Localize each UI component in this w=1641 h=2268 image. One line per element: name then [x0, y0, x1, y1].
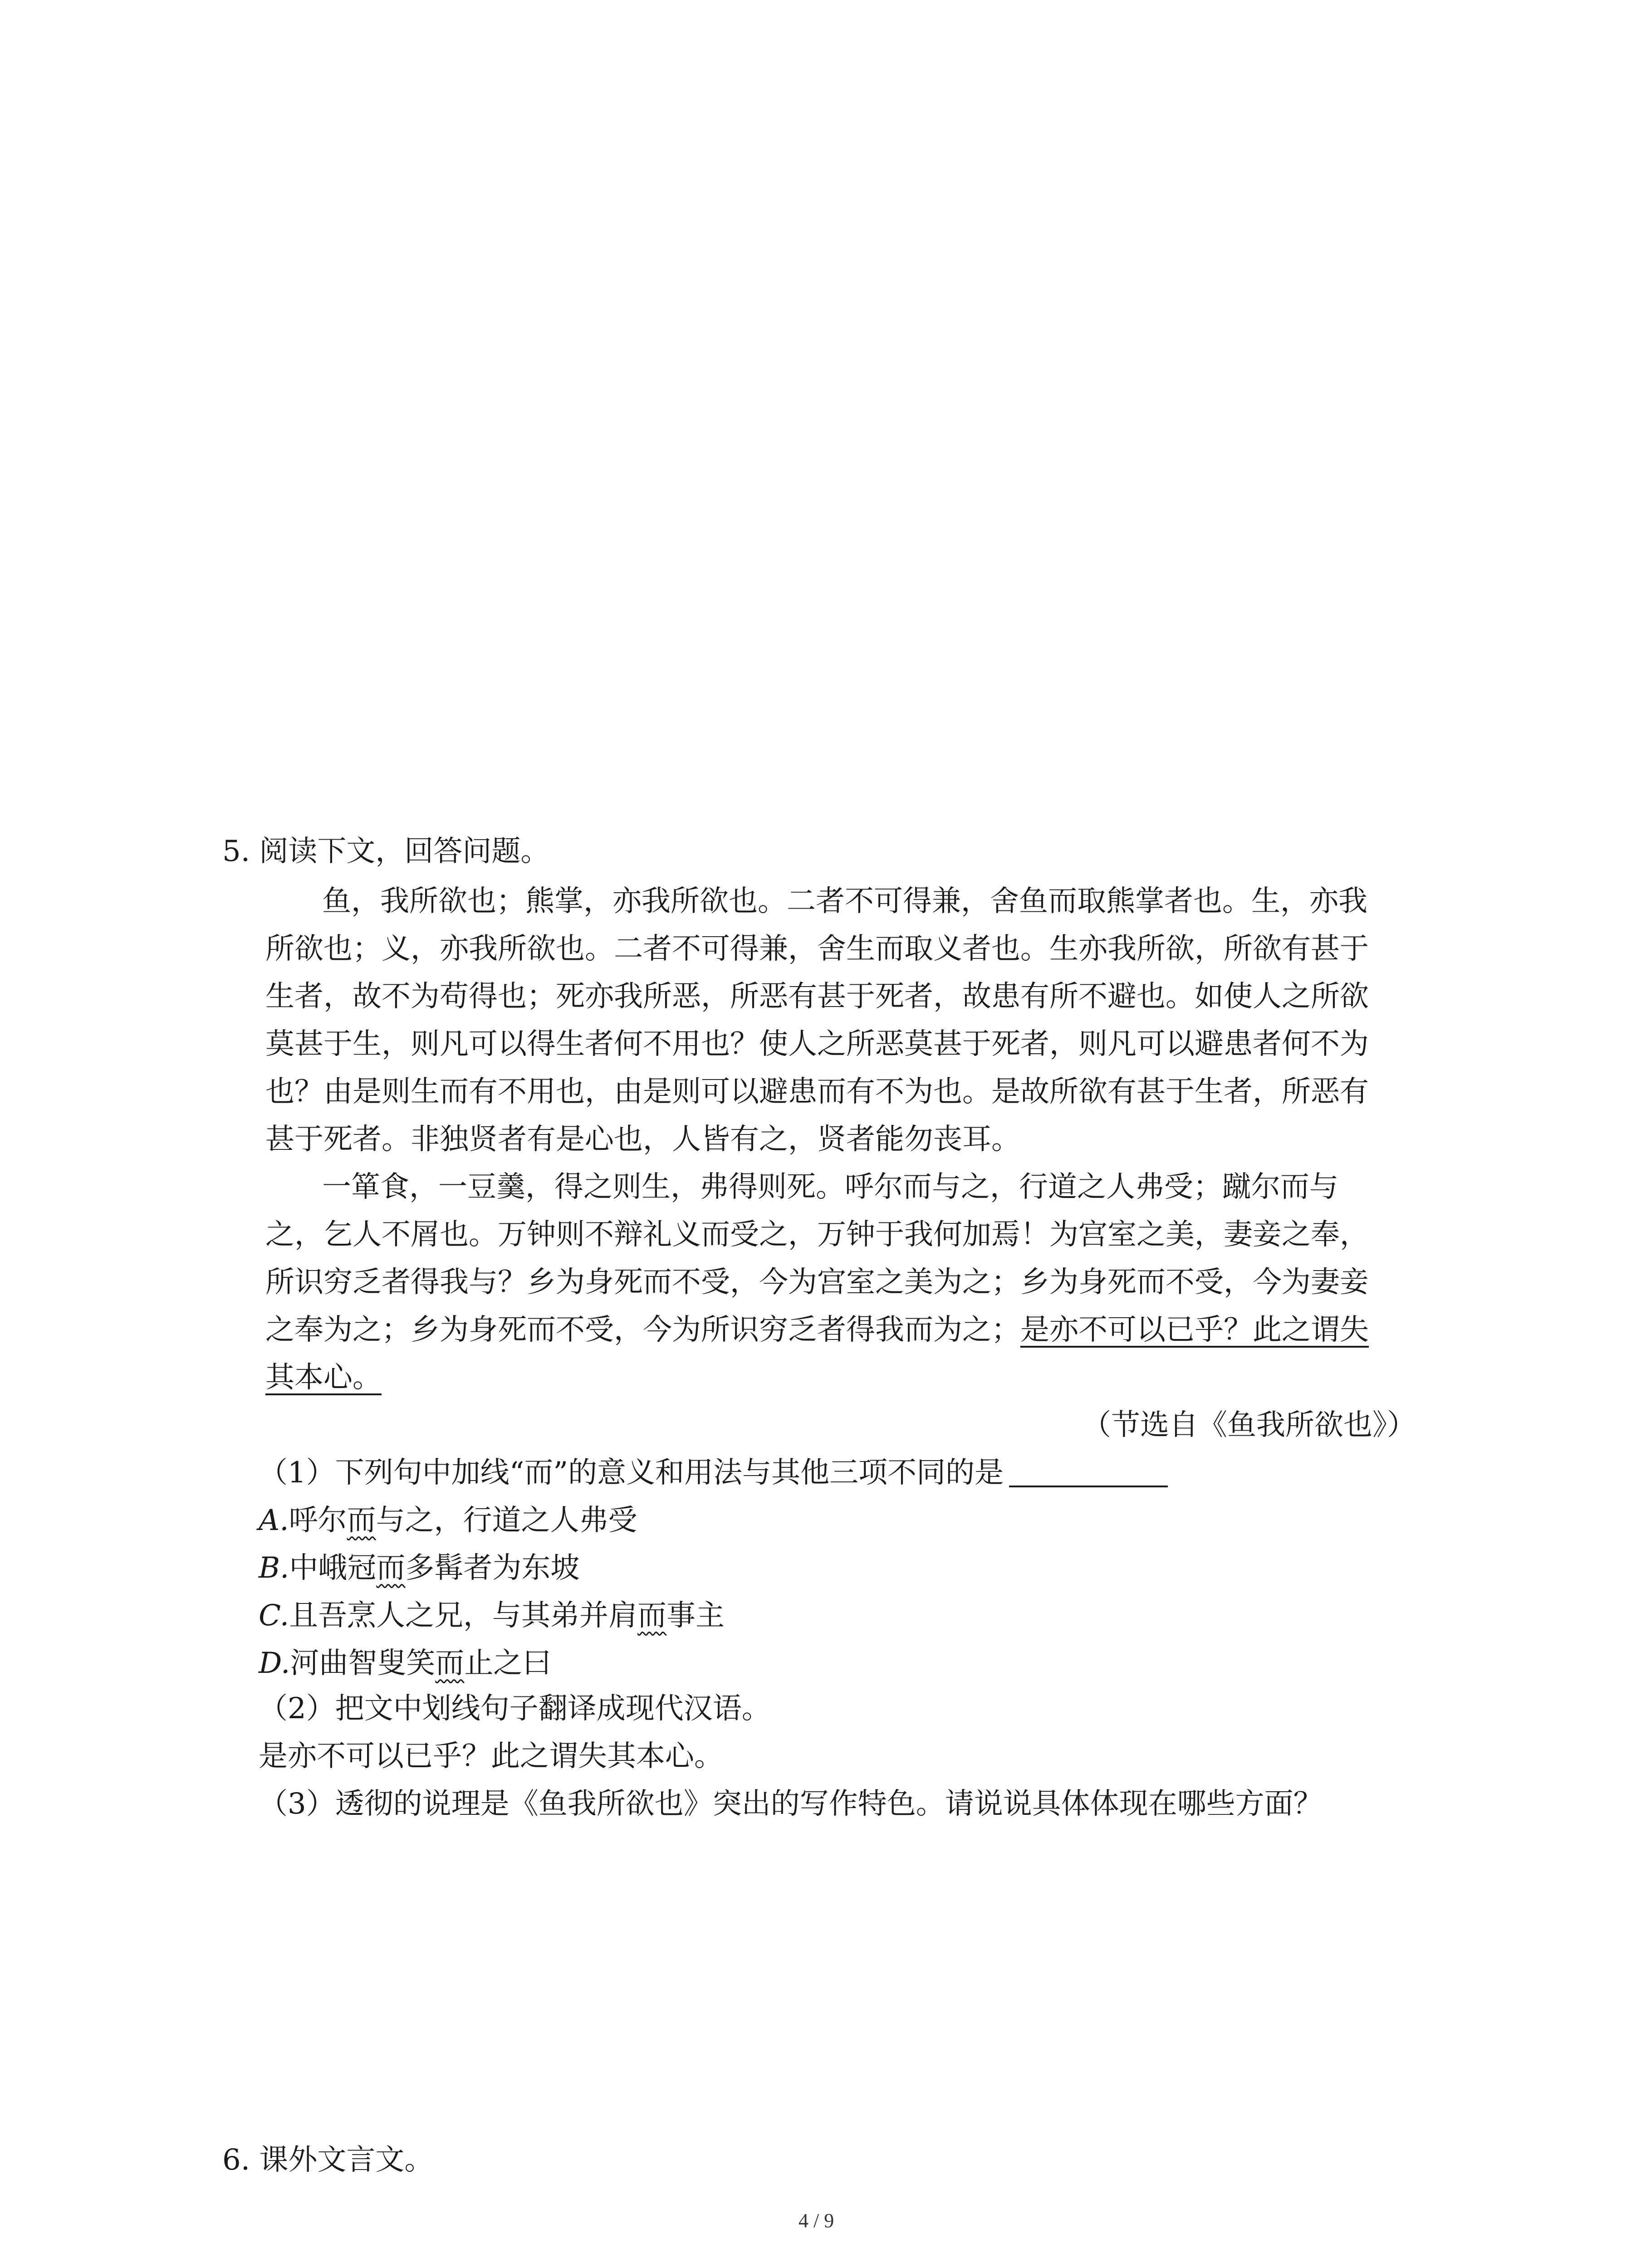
- passage-line: 之，乞人不屑也。万钟则不辩礼义而受之，万钟于我何加焉！为宫室之美，妻妾之奉，: [265, 1218, 1369, 1251]
- passage-line: 鱼，我所欲也；熊掌，亦我所欲也。二者不可得兼，舍鱼而取熊掌者也。生，亦我: [322, 885, 1367, 918]
- marked-character: 而: [435, 1647, 465, 1680]
- passage-line: 所识穷乏者得我与？乡为身死而不受，今为宫室之美为之；乡为身死而不受，今为妻妾: [265, 1266, 1369, 1299]
- option-text: 事主: [666, 1599, 725, 1633]
- marked-character: 而: [376, 1551, 406, 1585]
- option-letter: D.: [259, 1647, 290, 1680]
- sub-question-1-prompt: [259, 1456, 1168, 1490]
- marked-character: 而: [347, 1504, 376, 1537]
- option-letter: C.: [259, 1599, 289, 1633]
- question-6-title: 6. 课外文言文。: [222, 2143, 434, 2177]
- passage-line: 甚于死者。非独贤者有是心也，人皆有之，贤者能勿丧耳。: [265, 1123, 1020, 1156]
- answer-blank[interactable]: [1009, 1462, 1168, 1487]
- option-text: 止之曰: [464, 1647, 552, 1680]
- marked-character: 而: [637, 1599, 667, 1633]
- option-text: 多髯者为东坡: [405, 1551, 580, 1585]
- sub-question-3-prompt: （3）透彻的说理是《鱼我所欲也》突出的写作特色。请说说具体体现在哪些方面？: [259, 1787, 1323, 1821]
- underlined-sentence: 其本心。: [265, 1361, 382, 1394]
- passage-line: [265, 1313, 1369, 1347]
- option-text: 河曲智叟笑: [290, 1647, 436, 1680]
- option-d: [259, 1649, 551, 1678]
- option-text: 中峨冠: [289, 1551, 377, 1585]
- passage-line: 生者，故不为苟得也；死亦我所恶，所恶有甚于死者，故患有所不避也。如使人之所欲: [265, 980, 1369, 1013]
- option-a: [259, 1506, 637, 1535]
- source-citation: （节选自《鱼我所欲也》）: [1082, 1408, 1416, 1442]
- option-text: 呼尔: [289, 1504, 347, 1537]
- sub-question-2-sentence: 是亦不可以已乎？此之谓失其本心。: [259, 1740, 723, 1773]
- passage-line: [265, 1363, 382, 1392]
- option-letter: A.: [259, 1504, 289, 1537]
- passage-text: 之奉为之；乡为身死而不受，今为所识穷乏者得我而为之；: [265, 1313, 1020, 1347]
- option-text: 且吾烹人之兄，与其弟并肩: [289, 1599, 638, 1633]
- page-number: 4 / 9: [798, 2209, 834, 2232]
- option-b: [259, 1551, 580, 1585]
- question-5-title: 5. 阅读下文，回答问题。: [222, 835, 550, 868]
- underlined-sentence: 是亦不可以已乎？此之谓失: [1020, 1313, 1369, 1347]
- option-letter: B.: [259, 1551, 289, 1585]
- sub-question-2-prompt: （2）把文中划线句子翻译成现代汉语。: [259, 1692, 771, 1725]
- option-c: [259, 1599, 725, 1633]
- passage-line: 所欲也；义，亦我所欲也。二者不可得兼，舍生而取义者也。生亦我所欲，所欲有甚于: [265, 932, 1369, 966]
- passage-line: 一箪食，一豆羹，得之则生，弗得则死。呼尔而与之，行道之人弗受；蹴尔而与: [322, 1170, 1338, 1204]
- sub-question-1-text: （1）下列句中加线“而”的意义和用法与其他三项不同的是: [259, 1456, 1004, 1490]
- passage-line: 也？由是则生而有不用也，由是则可以避患而有不为也。是故所欲有甚于生者，所恶有: [265, 1075, 1369, 1109]
- option-text: 与之，行道之人弗受: [376, 1504, 637, 1537]
- passage-line: 莫甚于生，则凡可以得生者何不用也？使人之所恶莫甚于死者，则凡可以避患者何不为: [265, 1027, 1369, 1061]
